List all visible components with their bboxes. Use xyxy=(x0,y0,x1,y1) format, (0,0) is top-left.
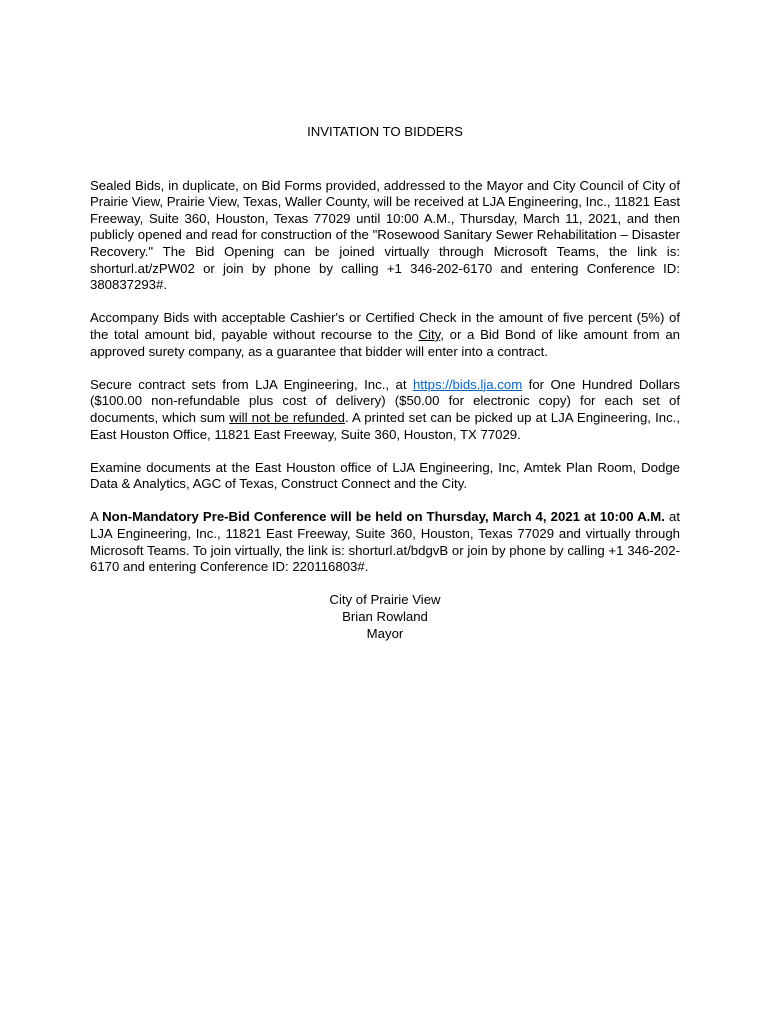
pre-bid-text-after: at LJA Engineering, Inc., 11821 East Freeway, Suite 360, Houston, Texas 77029 and virtually through Microsoft Teams. To join virtually, the link is: shorturl.at/bdgvB or join by phone by calling +1 346-202-6170 and entering Conference ID: 220116803#. xyxy=(90,509,680,575)
not-refunded-underlined: will not be refunded xyxy=(229,409,345,425)
bid-security-text-after: , or a Bid Bond of like amount from an approved surety company, as a guarantee that bidder will enter into a contract. xyxy=(90,326,680,359)
pre-bid-bold-text: Non-Mandatory Pre-Bid Conference will be held on Thursday, March 4, 2021 at 10:00 A.M. xyxy=(102,509,665,525)
paragraph-pre-bid-conference xyxy=(90,509,680,575)
paragraph-examine-documents xyxy=(90,460,680,493)
signature-city: City of Prairie View xyxy=(329,592,441,608)
signature-title: Mayor xyxy=(366,626,404,642)
paragraph-sealed-bids xyxy=(90,178,680,294)
signature-name: Brian Rowland xyxy=(342,609,428,625)
document-page xyxy=(90,124,680,643)
signature-block xyxy=(90,592,680,642)
contract-sets-text-middle: for One Hundred Dollars ($100.00 non-refundable plus cost of delivery) ($50.00 for electronic copy) for each set of documents, which sum xyxy=(90,376,680,425)
contract-sets-text-before: Secure contract sets from LJA Engineering, Inc., at xyxy=(90,376,413,392)
document-title: INVITATION TO BIDDERS xyxy=(307,124,463,139)
paragraph-sealed-bids-text: Sealed Bids, in duplicate, on Bid Forms provided, addressed to the Mayor and City Council of City of Prairie View, Prairie View, Texas, Waller County, will be received at LJA Engineering, Inc., 11821 East Freeway, Suite 360, Houston, Texas 77029 until 10:00 A.M., Thursday, March 11, 2021, and then publicly opened and read for construction of the "Rosewood Sanitary Sewer Rehabilitation – Disaster Recovery." The Bid Opening can be joined virtually through Microsoft Teams, the link is: shorturl.at/zPW02 or join by phone by calling +1 346-202-6170 and entering Conference ID: 380837293#. xyxy=(90,177,680,293)
pre-bid-text-before: A xyxy=(90,509,103,525)
examine-documents-text: Examine documents at the East Houston office of LJA Engineering, Inc, Amtek Plan Room, Dodge Data & Analytics, AGC of Texas, Construct Connect and the City. xyxy=(90,459,680,492)
city-underlined: City xyxy=(418,326,441,342)
bid-security-text-before: Accompany Bids with acceptable Cashier's or Certified Check in the amount of five percent (5%) of the total amount bid, payable without recourse to the xyxy=(90,310,680,342)
paragraph-bid-security xyxy=(90,310,680,360)
contract-sets-text-after: . A printed set can be picked up at LJA Engineering, Inc., East Houston Office, 11821 East Freeway, Suite 360, Houston, TX 77029. xyxy=(90,409,680,442)
paragraph-contract-sets xyxy=(90,377,680,443)
bids-lja-link[interactable]: https://bids.lja.com xyxy=(412,376,523,392)
